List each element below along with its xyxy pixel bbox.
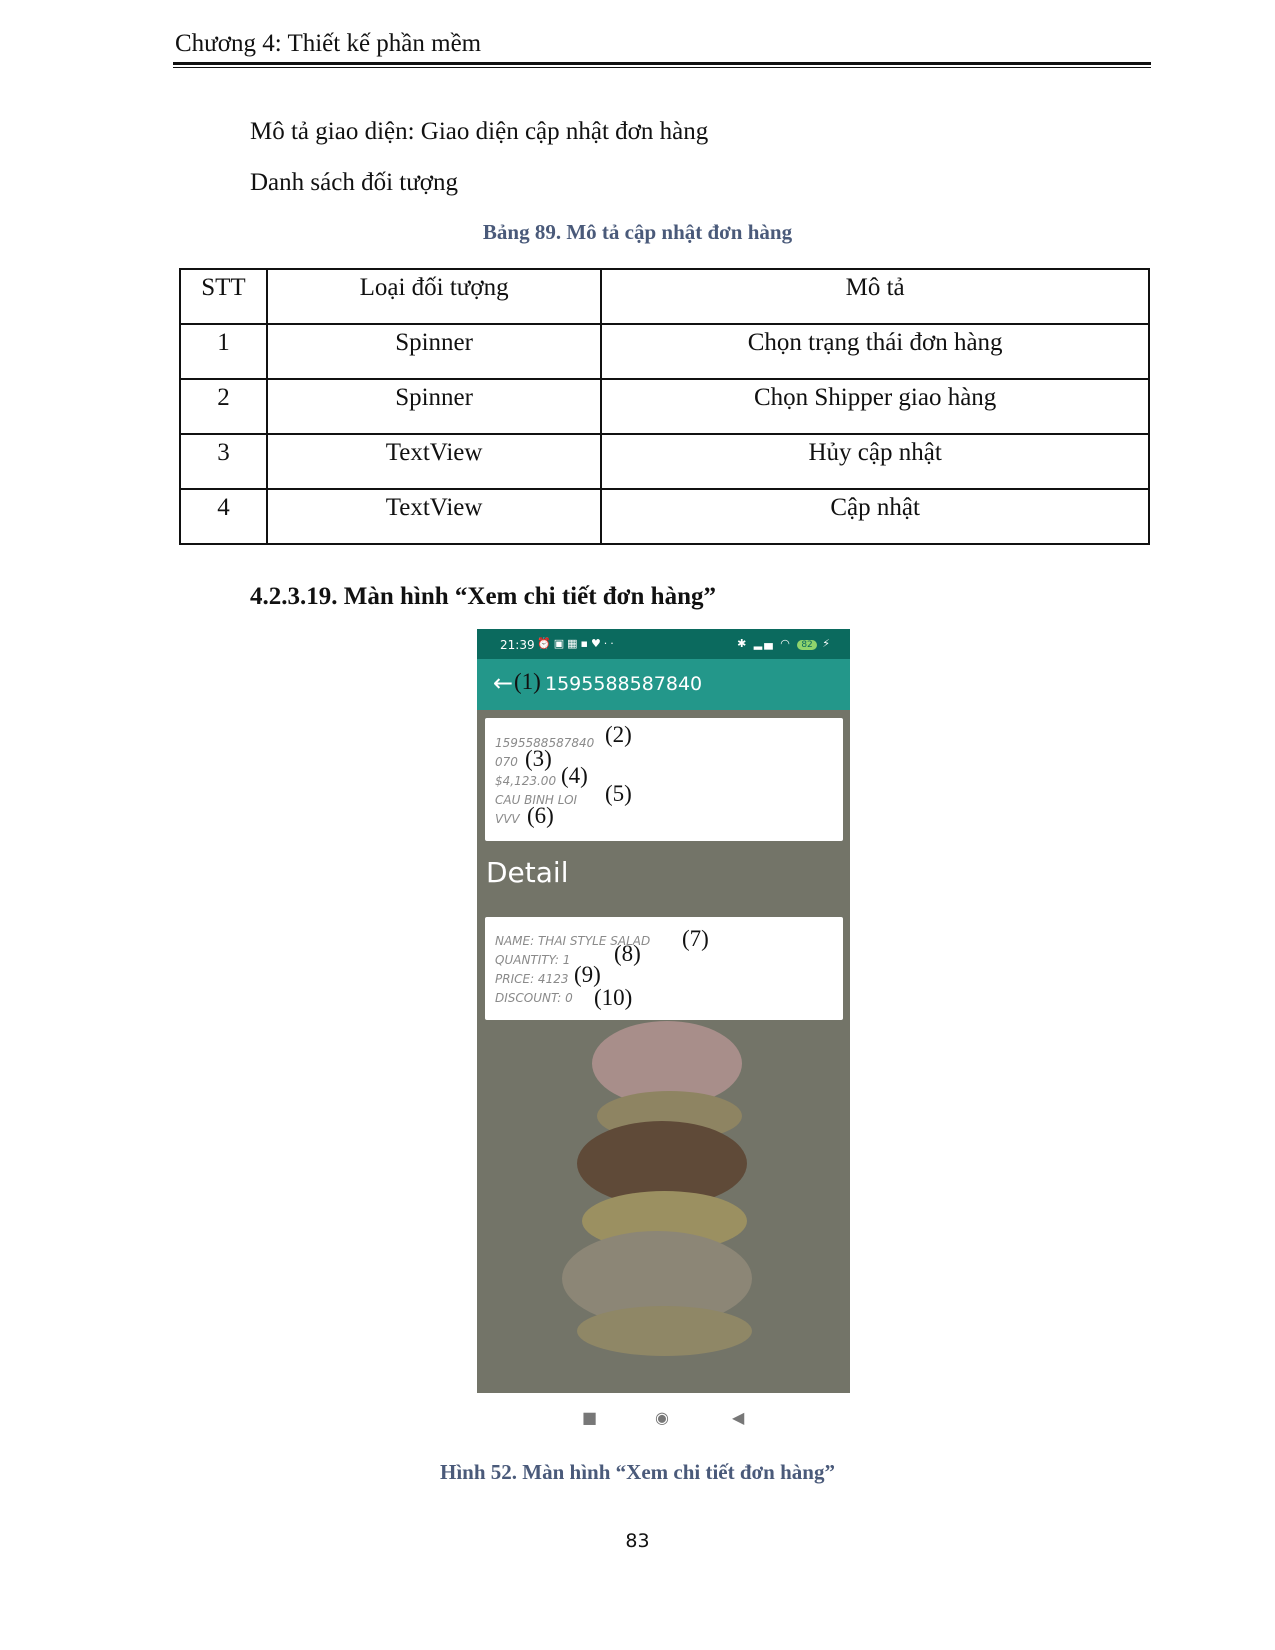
- square-icon[interactable]: ■: [582, 1408, 598, 1427]
- table-row: [180, 379, 1149, 434]
- object-table: [179, 268, 1150, 545]
- header-rule: [173, 62, 1151, 65]
- marker-2: (2): [605, 722, 632, 747]
- table-header-cell: STT: [180, 269, 267, 324]
- interface-description: Mô tả giao diện: Giao diện cập nhật đơn hàng: [250, 118, 709, 145]
- table-cell: Chọn Shipper giao hàng: [601, 379, 1149, 434]
- marker-10: (10): [594, 985, 633, 1010]
- marker-5: (5): [605, 781, 632, 806]
- order-total: $4,123.00: [495, 774, 557, 788]
- system-icons: ✱ ▂▄ ◠ 82 ⚡: [737, 637, 832, 650]
- marker-9: (9): [574, 962, 601, 987]
- order-comment: VVV: [495, 812, 520, 826]
- macaron-background-image: [557, 1021, 787, 1381]
- table-caption: Bảng 89. Mô tả cập nhật đơn hàng: [482, 220, 793, 244]
- battery-icon: 82: [797, 640, 816, 650]
- marker-3: (3): [525, 746, 552, 771]
- marker-8: (8): [614, 941, 641, 966]
- triangle-back-icon[interactable]: ◀: [732, 1408, 745, 1427]
- item-discount: DISCOUNT: 0: [495, 991, 573, 1005]
- header-rule-thin: [173, 67, 1151, 68]
- detail-heading: Detail: [486, 856, 569, 889]
- object-list-label: Danh sách đối tượng: [250, 169, 458, 196]
- table-header-cell: Mô tả: [601, 269, 1149, 324]
- table-row: [180, 489, 1149, 544]
- table-header-cell: Loại đối tượng: [267, 269, 601, 324]
- order-phone: 070: [495, 755, 518, 769]
- table-header-row: [180, 269, 1149, 324]
- table-cell: Spinner: [267, 324, 601, 379]
- table-cell: Chọn trạng thái đơn hàng: [601, 324, 1149, 379]
- table-cell: 1: [180, 324, 267, 379]
- marker-1: (1): [514, 669, 541, 694]
- notification-icons: ⏰▣▦▪♥··: [537, 637, 617, 650]
- table-cell: Cập nhật: [601, 489, 1149, 544]
- item-name: NAME: THAI STYLE SALAD: [495, 934, 651, 948]
- table-row: [180, 434, 1149, 489]
- table-row: [180, 324, 1149, 379]
- app-bar-title: 1595588587840: [545, 673, 703, 695]
- marker-4: (4): [561, 763, 588, 788]
- table-cell: 3: [180, 434, 267, 489]
- status-bar: [477, 629, 850, 659]
- order-id: 1595588587840: [495, 736, 595, 750]
- item-price: PRICE: 4123: [495, 972, 569, 986]
- section-heading: 4.2.3.19. Màn hình “Xem chi tiết đơn hàng”: [250, 583, 716, 610]
- circle-icon[interactable]: ◉: [655, 1408, 669, 1427]
- marker-6: (6): [527, 803, 554, 828]
- status-time: 21:39: [500, 638, 535, 652]
- back-arrow-icon[interactable]: ←: [493, 669, 514, 697]
- item-quantity: QUANTITY: 1: [495, 953, 571, 967]
- table-cell: Hủy cập nhật: [601, 434, 1149, 489]
- marker-7: (7): [682, 926, 709, 951]
- table-cell: Spinner: [267, 379, 601, 434]
- table-cell: TextView: [267, 434, 601, 489]
- android-nav-bar: [0, 1408, 1275, 1428]
- page-number: 83: [625, 1530, 650, 1552]
- order-address: CAU BINH LOI: [495, 793, 578, 807]
- table-cell: 4: [180, 489, 267, 544]
- table-cell: TextView: [267, 489, 601, 544]
- phone-screenshot: [477, 629, 850, 1393]
- item-detail-card: [485, 917, 843, 1020]
- table-cell: 2: [180, 379, 267, 434]
- figure-caption: Hình 52. Màn hình “Xem chi tiết đơn hàng”: [440, 1460, 835, 1484]
- chapter-title: Chương 4: Thiết kế phần mềm: [175, 30, 482, 57]
